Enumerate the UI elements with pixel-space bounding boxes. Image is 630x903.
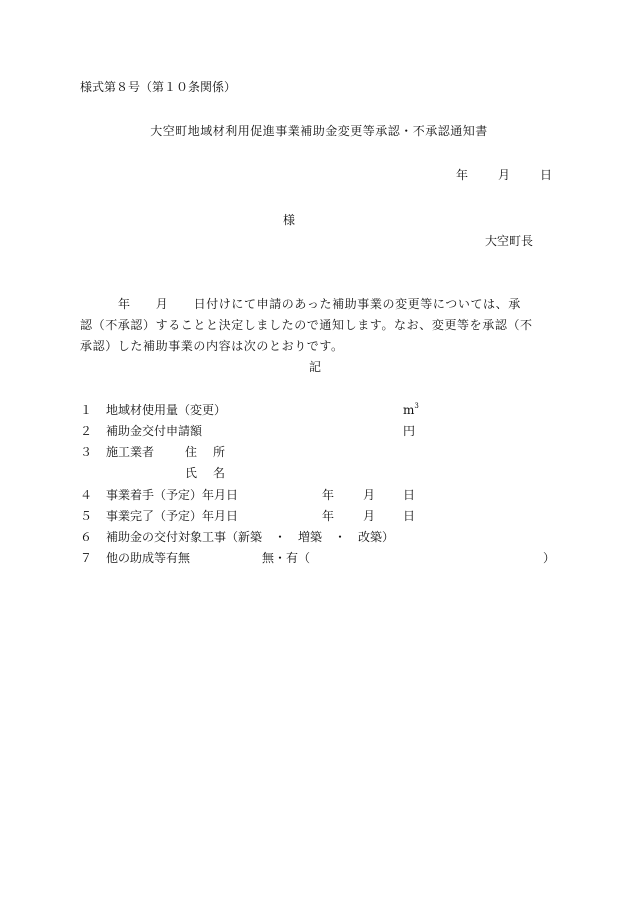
other-aid-close-paren: ） — [543, 551, 556, 565]
item-number: ５ — [80, 509, 93, 523]
form-number: 様式第８号（第１０条関係） — [80, 80, 237, 94]
item-label: 事業完了（予定）年月日 — [106, 509, 239, 523]
body-text — [80, 294, 550, 357]
item-number: １ — [80, 403, 93, 417]
unit-yen: 円 — [403, 424, 416, 438]
start-day: 日 — [403, 488, 416, 502]
item-label: 地域材使用量（変更） — [106, 403, 227, 417]
ki-heading: 記 — [309, 360, 322, 374]
body-line-2: 認（不承認）することと決定しましたので通知します。なお、変更等を承認（不 — [80, 318, 533, 332]
item-label: 施工業者 — [106, 445, 155, 459]
body-line-3: 承認）した補助事業の内容は次のとおりです。 — [80, 339, 344, 353]
item-number: ２ — [80, 424, 93, 438]
item-number: ３ — [80, 445, 93, 459]
item-label: 補助金交付申請額 — [106, 424, 203, 438]
end-day: 日 — [403, 509, 416, 523]
body-line-1: 年 月 日付けにて申請のあった補助事業の変更等については、承 — [118, 297, 521, 311]
item-number: ７ — [80, 551, 93, 565]
other-aid-choice: 無・有（ — [262, 551, 311, 565]
address-label-2: 所 — [213, 445, 226, 459]
date-month: 月 — [498, 168, 511, 182]
item-label: 事業着手（予定）年月日 — [106, 488, 239, 502]
issue-date — [456, 167, 552, 183]
item-label: 他の助成等有無 — [106, 551, 191, 565]
unit-cubic-meter: $m^3$ — [403, 402, 419, 417]
address-label-1: 住 — [185, 445, 198, 459]
name-label-2: 名 — [213, 466, 226, 480]
item-number: ６ — [80, 530, 93, 544]
addressee-suffix: 様 — [283, 213, 296, 227]
item-label: 補助金の交付対象工事（新築 ・ 増築 ・ 改築） — [106, 530, 395, 544]
end-year: 年 — [322, 509, 335, 523]
end-month: 月 — [363, 509, 376, 523]
item-number: ４ — [80, 488, 93, 502]
name-label-1: 氏 — [185, 466, 198, 480]
date-year: 年 — [456, 168, 469, 182]
document-title: 大空町地域材利用促進事業補助金変更等承認・不承認通知書 — [150, 124, 488, 138]
issuer: 大空町長 — [485, 234, 534, 248]
start-year: 年 — [322, 488, 335, 502]
start-month: 月 — [363, 488, 376, 502]
date-day: 日 — [540, 168, 553, 182]
